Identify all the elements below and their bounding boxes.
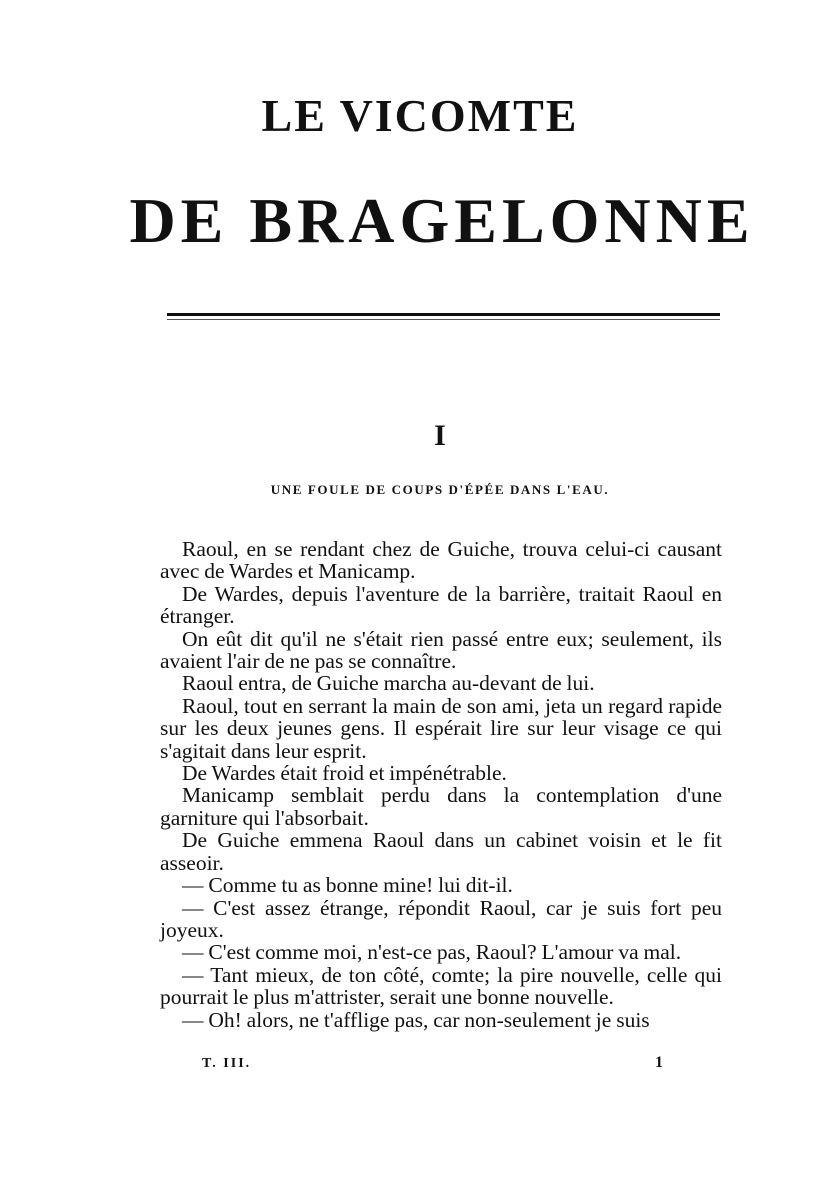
chapter-number: I bbox=[434, 419, 446, 452]
paragraph: De Wardes, depuis l'aventure de la barrière, traitait Raoul en étranger. bbox=[160, 581, 722, 629]
paragraph: Raoul, tout en serrant la main de son ami, jeta un regard rapide sur les deux jeunes gens. Il espérait lire sur leur visage ce qui s'agitait dans leur esprit. bbox=[160, 693, 722, 763]
paragraph: — Tant mieux, de ton côté, comte; la pire nouvelle, celle qui pourrait le plus m'attrister, serait une bonne nouvelle. bbox=[160, 962, 722, 1010]
title-rule bbox=[167, 313, 720, 316]
book-title-line-1: LE VICOMTE bbox=[261, 90, 579, 141]
paragraph: — Comme tu as bonne mine! lui dit-il. bbox=[182, 873, 513, 898]
paragraph: — C'est assez étrange, répondit Raoul, car je suis fort peu joyeux. bbox=[160, 895, 722, 942]
title-rule-thin bbox=[167, 319, 720, 320]
book-title-line-2: DE BRAGELONNE bbox=[129, 185, 755, 256]
paragraph: Raoul entra, de Guiche marcha au-devant de lui. bbox=[182, 671, 595, 696]
paragraph: On eût dit qu'il ne s'était rien passé entre eux; seulement, ils avaient l'air de ne pas se connaître. bbox=[160, 626, 722, 674]
page-number: 1 bbox=[655, 1054, 663, 1071]
chapter-title: UNE FOULE DE COUPS D'ÉPÉE DANS L'EAU. bbox=[270, 482, 610, 497]
paragraph: — C'est comme moi, n'est-ce pas, Raoul? L'amour va mal. bbox=[182, 940, 682, 965]
signature-mark: T. III. bbox=[202, 1056, 252, 1071]
paragraph: Manicamp semblait perdu dans la contemplation d'une garniture qui l'absorbait. bbox=[160, 783, 722, 830]
chapter-body bbox=[160, 538, 722, 1031]
paragraph: De Guiche emmena Raoul dans un cabinet voisin et le fit asseoir. bbox=[160, 828, 722, 875]
paragraph: De Wardes était froid et impénétrable. bbox=[182, 761, 507, 786]
paragraph: — Oh! alors, ne t'afflige pas, car non-seulement je suis bbox=[182, 1007, 650, 1032]
paragraph: Raoul, en se rendant chez de Guiche, trouva celui-ci causant avec de Wardes et Manicamp. bbox=[160, 537, 722, 584]
